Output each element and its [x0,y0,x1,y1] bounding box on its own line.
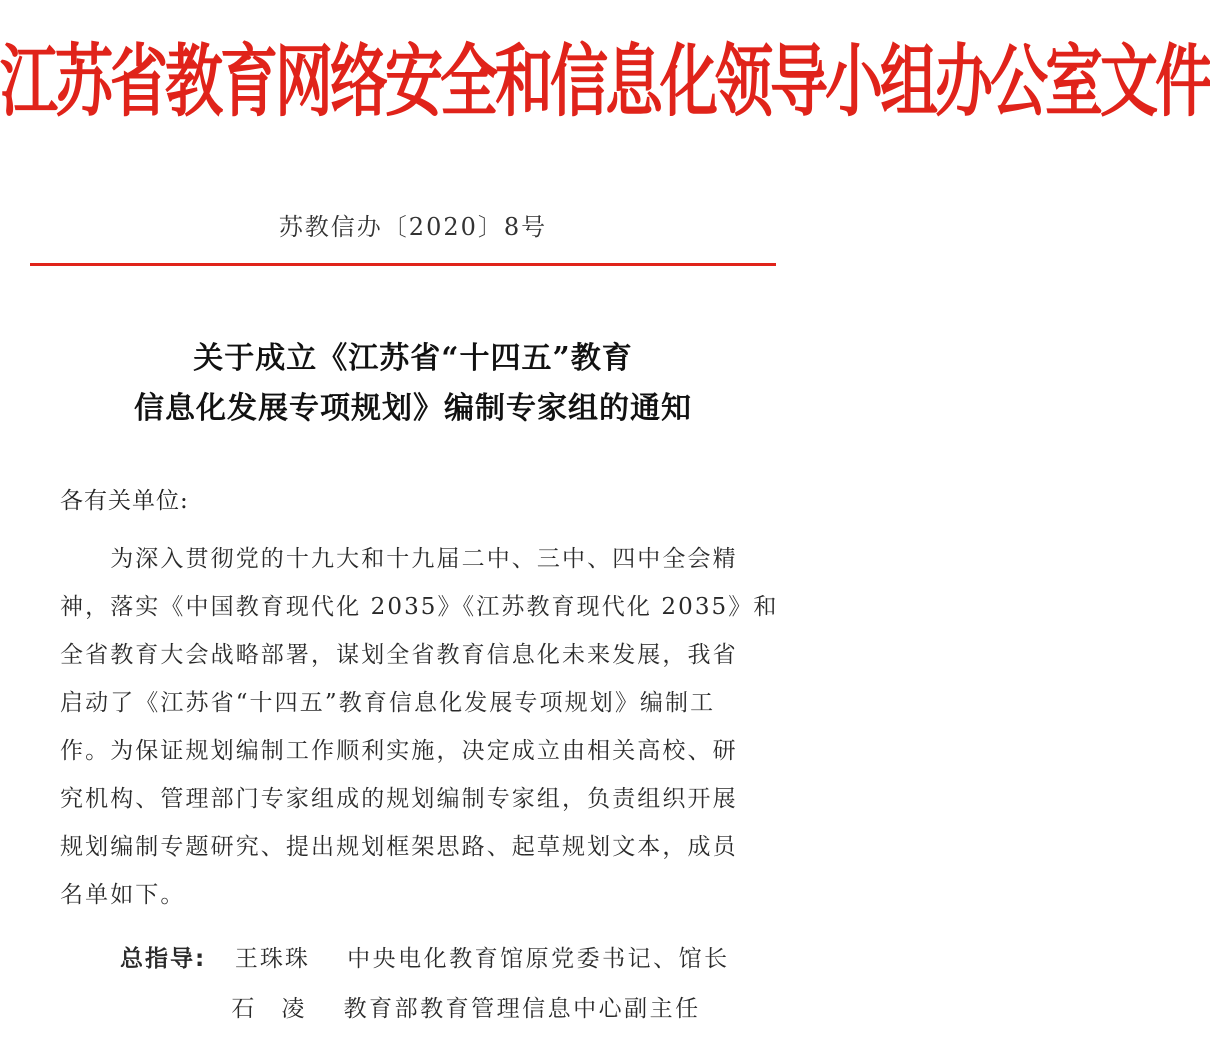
member-row [120,940,730,973]
member-name: 石 凌 [231,996,307,1022]
member-row [120,990,701,1023]
red-divider-rule [30,263,776,266]
body-paragraph-line: 全省教育大会战略部署，谋划全省教育信息化未来发展，我省 [60,642,738,668]
body-paragraph-line: 名单如下。 [60,882,186,908]
body-paragraph-line: 启动了《江苏省“十四五”教育信息化发展专项规划》编制工 [60,690,716,716]
body-paragraph-line: 神，落实《中国教育现代化 2035》《江苏教育现代化 2035》和 [60,594,779,620]
member-role-label: 总指导: [120,946,207,972]
salutation: 各有关单位: [60,488,189,514]
member-position: 教育部教育管理信息中心副主任 [343,996,701,1022]
document-number: 苏教信办〔2020〕8号 [278,213,548,241]
notice-title-line-2: 信息化发展专项规划》编制专家组的通知 [134,391,692,426]
member-position: 中央电化教育馆原党委书记、馆长 [347,946,730,972]
body-paragraph-line: 作。为保证规划编制工作顺利实施，决定成立由相关高校、研 [60,738,738,764]
member-name: 王珠珠 [234,946,310,972]
body-paragraph-line: 究机构、管理部门专家组成的规划编制专家组，负责组织开展 [60,786,738,812]
issuer-header-title: 江苏省教育网络安全和信息化领导小组办公室文件 [0,35,1210,128]
body-paragraph-line: 为深入贯彻党的十九大和十九届二中、三中、四中全会精 [60,546,738,572]
body-paragraph-line: 规划编制专题研究、提出规划框架思路、起草规划文本，成员 [60,834,738,860]
notice-title-line-1: 关于成立《江苏省“十四五”教育 [193,341,633,376]
